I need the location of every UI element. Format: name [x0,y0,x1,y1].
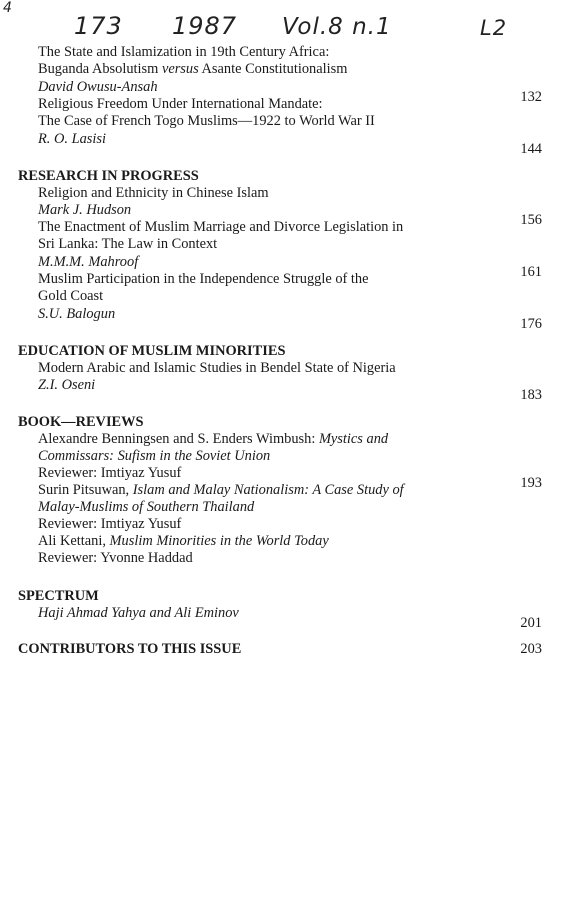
toc-line-text: Reviewer: Imtiyaz Yusuf [38,516,182,532]
italic-title-text: Islam and Malay Nationalism: A Case Study of [132,482,404,498]
page-number: 156 [520,212,542,228]
toc-line-text: Haji Ahmad Yahya and Ali Eminov [38,605,239,621]
toc-line-text: The State and Islamization in 19th Century Africa: [38,44,330,60]
toc-line-text: EDUCATION OF MUSLIM MINORITIES [18,343,286,359]
toc-line-text: Mark J. Hudson [38,202,132,218]
page-number: 161 [520,264,542,280]
toc-line-text: Religious Freedom Under International Mandate: [38,96,323,112]
toc-line-text: M.M.M. Mahroof [38,254,139,270]
toc-line-text [38,448,270,465]
page-number: 183 [520,387,542,403]
toc-line-text: Z.I. Oseni [38,377,96,393]
italic-title-text: Malay-Muslims of Southern Thailand [38,499,255,515]
italic-title-text: versus [161,61,199,77]
toc-line-text: Sri Lanka: The Law in Context [38,236,218,252]
handwritten-corner-mark: 4 [3,0,13,16]
toc-line-text [38,61,347,78]
toc-line-text: David Owusu-Ansah [38,79,158,95]
italic-title-text: Muslim Minorities in the World Today [109,533,329,549]
roman-text: Ali Kettani, [38,533,110,549]
handwritten-year: 1987 [172,12,238,40]
page-number: 203 [520,641,542,657]
roman-text: Surin Pitsuwan, [38,482,133,498]
toc-line-text: Reviewer: Yvonne Haddad [38,550,193,566]
toc-line-text: Modern Arabic and Islamic Studies in Bendel State of Nigeria [38,360,396,376]
toc-line-text [38,499,254,516]
toc-line-text: BOOK—REVIEWS [18,414,144,430]
toc-line-text: Reviewer: Imtiyaz Yusuf [38,465,182,481]
page-number: 144 [520,141,542,157]
roman-text: Buganda Absolutism [38,61,162,77]
page-number: 132 [520,89,542,105]
toc-line-text: R. O. Lasisi [38,131,106,147]
handwritten-volume: Vol.8 n.1 [282,14,392,40]
toc-line-text: SPECTRUM [18,588,99,604]
toc-line-text: S.U. Balogun [38,306,116,322]
roman-text: Alexandre Benningsen and S. Enders Wimbush: [38,431,319,447]
toc-line-text: Religion and Ethnicity in Chinese Islam [38,185,269,201]
toc-line-text [38,431,388,448]
toc-line-text: RESEARCH IN PROGRESS [18,168,199,184]
page-number: 201 [520,615,542,631]
toc-line-text: Gold Coast [38,288,104,304]
handwritten-number: 173 [74,12,123,40]
italic-title-text: Commissars: Sufism in the Soviet Union [38,448,271,464]
toc-line-text [38,482,404,499]
handwritten-code: L2 [480,16,508,40]
toc-line-text: The Enactment of Muslim Marriage and Divorce Legislation in [38,219,404,235]
page-number: 176 [520,316,542,332]
toc-line-text: Muslim Participation in the Independence Struggle of the [38,271,369,287]
toc-line-text: CONTRIBUTORS TO THIS ISSUE [18,641,242,657]
toc-line-text [38,533,329,550]
italic-title-text: Mystics and [318,431,389,447]
page-number: 193 [520,475,542,491]
toc-line-text: The Case of French Togo Muslims—1922 to World War II [38,113,375,129]
roman-text: Asante Constitutionalism [198,61,348,77]
